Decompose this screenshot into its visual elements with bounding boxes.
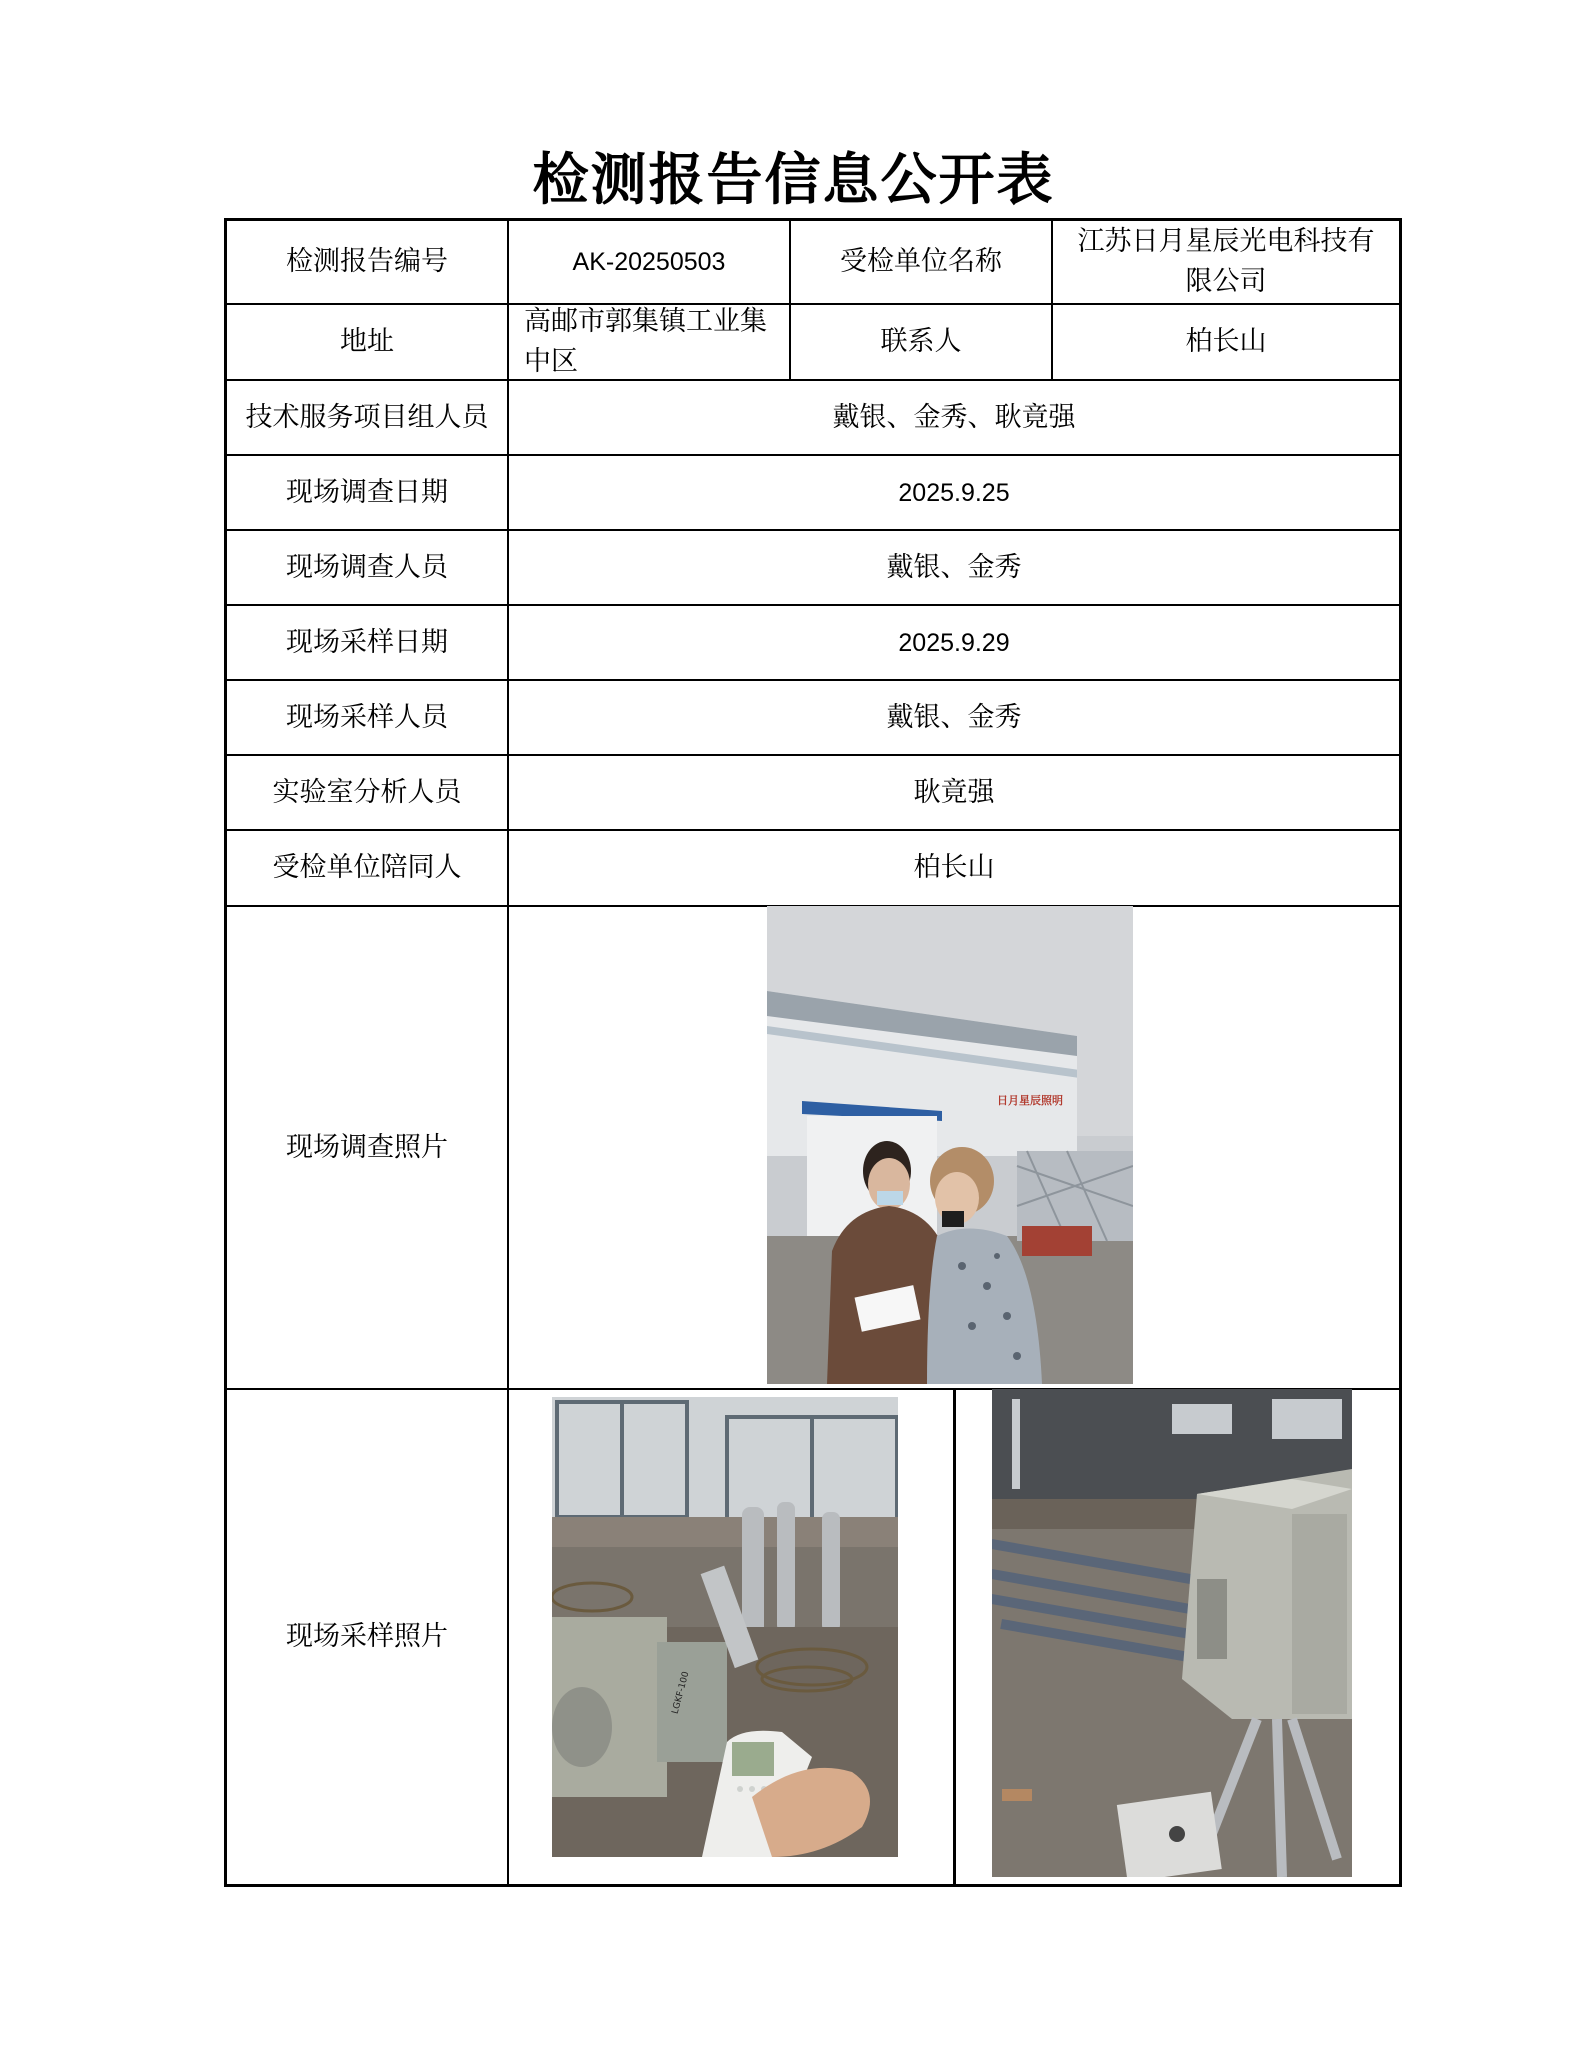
escort-value: 柏长山 [913,852,995,883]
sampling-date-label: 现场采样日期 [286,626,448,658]
sampling-photo-label: 现场采样照片 [286,1621,448,1652]
unit-name-value: 江苏日月星辰光电科技有限公司 [1077,226,1375,297]
sampling-photo-1 [552,1397,898,1857]
factory-sign-text: 日月星辰照明 [997,1094,1063,1107]
survey-date-value: 2025.9.25 [898,478,1010,507]
meter-brand-text: LGKF-100 [670,1670,692,1716]
sampling-staff-value: 戴银、金秀 [886,701,1022,733]
lab-staff-label: 实验室分析人员 [272,776,462,808]
info-table [224,218,1402,1887]
escort-label: 受检单位陪同人 [272,852,462,883]
team-value: 戴银、金秀、耿竟强 [832,401,1076,433]
team-label: 技术服务项目组人员 [245,401,489,433]
survey-photo-label: 现场调查照片 [286,1131,448,1163]
page-title: 检测报告信息公开表 [532,147,1055,213]
contact-value: 柏长山 [1185,326,1267,357]
address-label: 地址 [340,326,394,357]
lab-staff-value: 耿竟强 [913,776,995,808]
contact-label: 联系人 [880,326,962,357]
sampling-staff-label: 现场采样人员 [286,701,448,733]
survey-staff-value: 戴银、金秀 [886,551,1022,583]
address-value: 高邮市郭集镇工业集中区 [524,306,767,377]
survey-date-label: 现场调查日期 [286,476,448,508]
survey-photo [767,906,1133,1384]
sampling-date-value: 2025.9.29 [898,628,1010,657]
report-no-value: AK-20250503 [572,248,726,276]
sampling-photo-2 [992,1389,1352,1877]
survey-staff-label: 现场调查人员 [286,551,448,583]
unit-name-label: 受检单位名称 [840,246,1002,277]
report-no-label: 检测报告编号 [286,246,448,277]
